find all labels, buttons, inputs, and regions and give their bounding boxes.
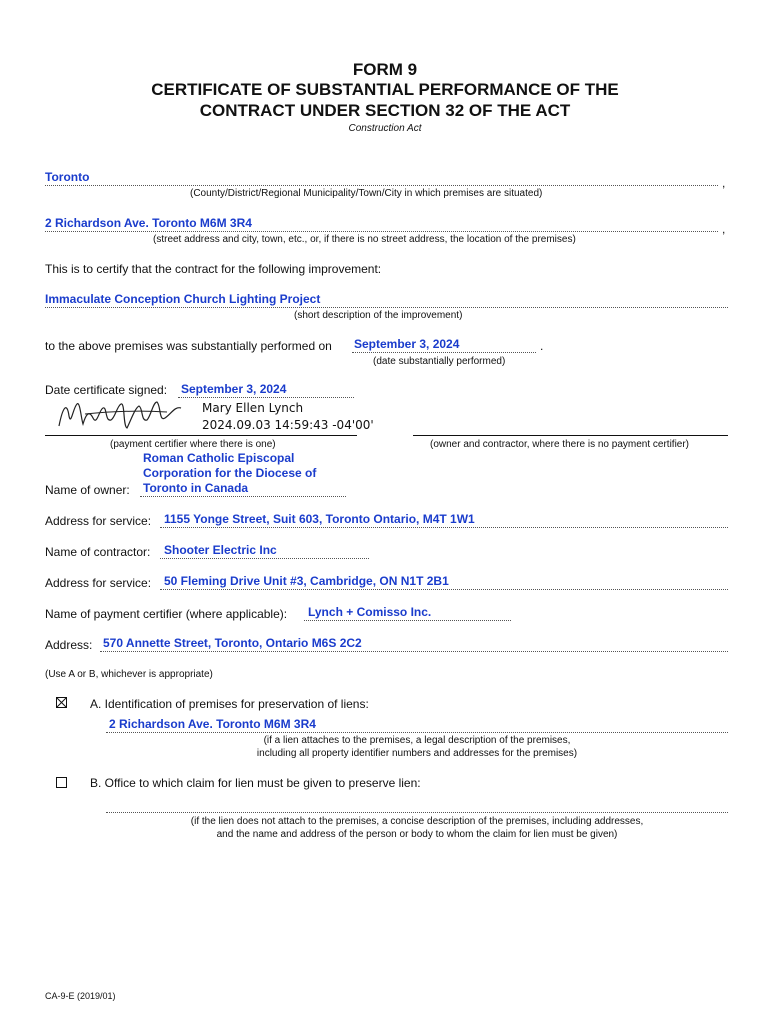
owner-name-line1[interactable]: Roman Catholic Episcopal	[143, 451, 295, 465]
address-comma: ,	[722, 222, 726, 236]
performance-date-caption: (date substantially performed)	[373, 356, 506, 367]
payment-certifier-caption: (payment certifier where there is one)	[110, 439, 276, 450]
option-b-label: B. Office to which claim for lien must be given to preserve lien:	[90, 776, 421, 790]
signer-name: Mary Ellen Lynch	[202, 401, 304, 415]
date-signed-underline	[178, 397, 354, 398]
signature-image	[55, 396, 190, 436]
option-a-checkbox[interactable]	[56, 697, 67, 708]
date-signed-field[interactable]: September 3, 2024	[181, 382, 287, 396]
contractor-service-underline	[160, 589, 728, 590]
owner-name-line3[interactable]: Toronto in Canada	[143, 481, 249, 495]
owner-name-line2[interactable]: Corporation for the Diocese of	[143, 466, 317, 480]
contractor-service-address-field[interactable]: 50 Fleming Drive Unit #3, Cambridge, ON N1T 2B1	[164, 574, 449, 588]
contractor-name-field[interactable]: Shooter Electric Inc	[164, 543, 277, 557]
premises-address-caption: (street address and city, town, etc., or, if there is no street address, the location of the premises)	[153, 234, 576, 245]
improvement-field[interactable]: Immaculate Conception Church Lighting Project	[45, 292, 321, 306]
date-signed-label: Date certificate signed:	[45, 383, 168, 397]
payment-certifier-name-underline	[304, 620, 511, 621]
owner-service-address-field[interactable]: 1155 Yonge Street, Suit 603, Toronto Ontario, M4T 1W1	[164, 512, 475, 526]
options-instruction: (Use A or B, whichever is appropriate)	[45, 669, 213, 680]
city-comma: ,	[722, 176, 726, 190]
performance-date-underline	[352, 352, 536, 353]
owner-underline	[140, 496, 346, 497]
city-underline	[45, 185, 718, 186]
improvement-caption: (short description of the improvement)	[294, 310, 463, 321]
owner-service-label: Address for service:	[45, 514, 152, 528]
option-b-caption-line2: and the name and address of the person or body to whom the claim for lien must be given)	[216, 829, 618, 840]
city-field[interactable]: Toronto	[45, 170, 90, 184]
payment-certifier-label: Name of payment certifier (where applicable):	[45, 607, 288, 621]
owner-service-underline	[160, 527, 728, 528]
checkmark-x-icon	[56, 697, 67, 708]
payment-certifier-signature-line	[45, 435, 357, 436]
payment-certifier-address-underline	[100, 651, 728, 652]
option-b-checkbox[interactable]	[56, 777, 67, 788]
improvement-underline	[45, 307, 728, 308]
premises-address-field[interactable]: 2 Richardson Ave. Toronto M6M 3R4	[45, 216, 252, 230]
payment-certifier-name-field[interactable]: Lynch + Comisso Inc.	[308, 605, 432, 619]
form-code: CA-9-E (2019/01)	[45, 991, 116, 1001]
contractor-name-underline	[160, 558, 369, 559]
option-a-caption-line2: including all property identifier numbers and addresses for the premises)	[256, 748, 578, 759]
performance-date-field[interactable]: September 3, 2024	[354, 337, 460, 351]
option-b-caption-line1: (if the lien does not attach to the premises, a concise description of the premises, including addresses,	[190, 816, 644, 827]
certify-intro: This is to certify that the contract for the following improvement:	[45, 262, 382, 276]
payment-certifier-address-label: Address:	[45, 638, 93, 652]
form-title-line2: CONTRACT UNDER SECTION 32 OF THE ACT	[199, 101, 571, 120]
option-a-underline	[106, 732, 728, 733]
premises-address-underline	[45, 231, 718, 232]
contractor-service-label: Address for service:	[45, 576, 152, 590]
option-b-underline[interactable]	[106, 812, 728, 813]
performance-period: .	[540, 339, 544, 353]
contractor-label: Name of contractor:	[45, 545, 151, 559]
form-title-line1: CERTIFICATE OF SUBSTANTIAL PERFORMANCE OF THE	[151, 80, 619, 99]
owner-contractor-signature-line	[413, 435, 728, 436]
performance-sentence: to the above premises was substantially performed on	[45, 339, 332, 353]
owner-contractor-caption: (owner and contractor, where there is no payment certifier)	[430, 439, 690, 450]
form-subtitle: Construction Act	[348, 123, 422, 134]
city-caption: (County/District/Regional Municipality/Town/City in which premises are situated)	[190, 188, 543, 199]
signer-timestamp: 2024.09.03 14:59:43 -04'00'	[202, 418, 374, 432]
option-a-label: A. Identification of premises for preservation of liens:	[90, 697, 369, 711]
option-a-caption-line1: (if a lien attaches to the premises, a legal description of the premises,	[263, 735, 571, 746]
payment-certifier-address-field[interactable]: 570 Annette Street, Toronto, Ontario M6S 2C2	[103, 636, 362, 650]
form-number: FORM 9	[352, 60, 418, 79]
owner-label: Name of owner:	[45, 483, 130, 497]
option-a-premises-field[interactable]: 2 Richardson Ave. Toronto M6M 3R4	[109, 717, 316, 731]
